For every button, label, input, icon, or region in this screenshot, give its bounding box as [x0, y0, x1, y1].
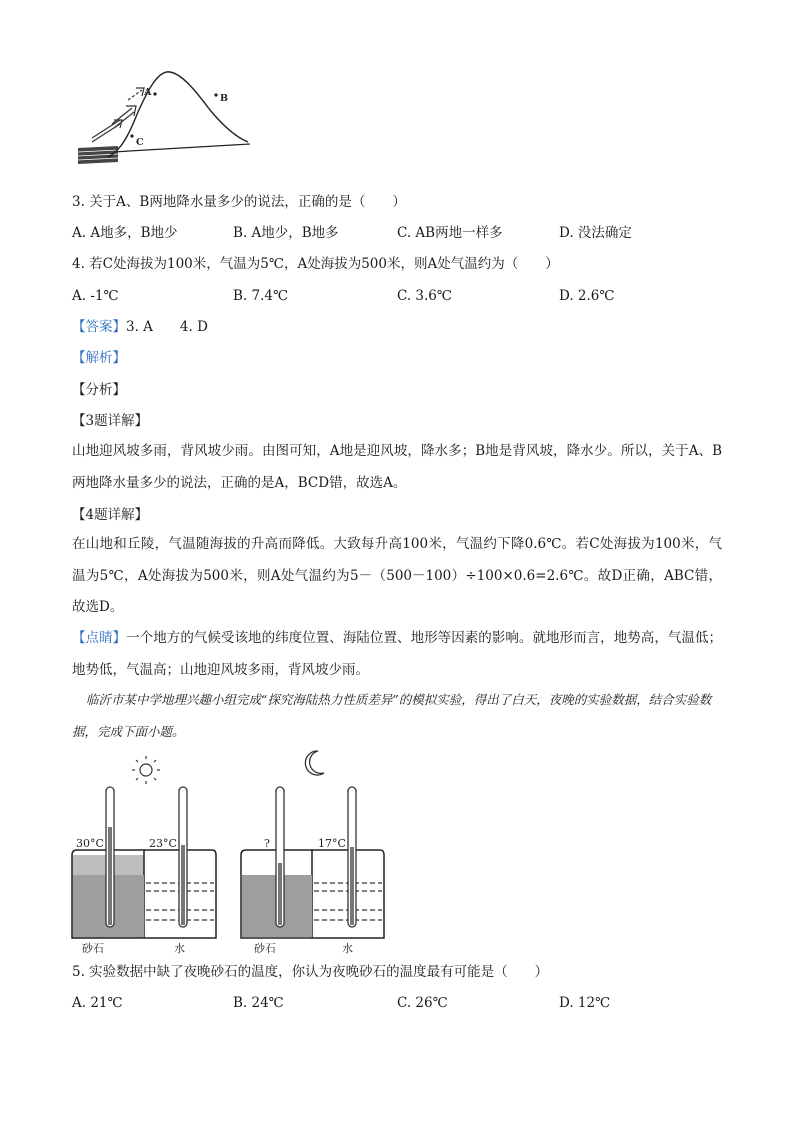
mountain-profile: [108, 72, 248, 157]
point-a-dot: [153, 92, 156, 95]
q3-option-d: D. 没法确定: [559, 225, 632, 241]
q5-option-d: D. 12℃: [559, 995, 611, 1011]
q4-option-a: A. -1℃: [72, 288, 119, 304]
day-sand-thermometer: [106, 787, 114, 927]
q3-option-a: A. A地多，B地少: [72, 225, 178, 241]
answer-tag: 【答案】: [72, 319, 126, 335]
point-c-label: C: [136, 137, 144, 148]
night-water-label: 水: [342, 942, 353, 955]
day-water-thermometer: [179, 787, 187, 927]
point-b-label: B: [220, 93, 229, 104]
point-a-label: A: [144, 87, 152, 98]
q3-option-b: B. A地少，B地多: [233, 225, 339, 241]
sun-icon: [132, 756, 160, 784]
dianjing-tag: 【点睛】: [72, 630, 127, 646]
night-tank: [241, 850, 384, 938]
day-water-temp: 23°C: [149, 837, 177, 850]
night-water-temp: 17°C: [318, 837, 346, 850]
q3-option-c: C. AB两地一样多: [397, 225, 503, 241]
point-c-dot: [130, 134, 133, 137]
moon-icon: [305, 751, 324, 775]
day-sand-label: 砂石: [82, 942, 104, 955]
q5-option-a: A. 21℃: [72, 995, 123, 1011]
q4-detail-tag: 【4题详解】: [72, 507, 149, 523]
day-water-label: 水: [174, 942, 185, 955]
analysis-tag: 【解析】: [72, 350, 126, 366]
q4-detail-text: 在山地和丘陵，气温随海拔的升高而降低。大致每升高100米，气温约下降0.6℃。若C处海拔为100米，气温为5℃，A处海拔为500米，则A处气温约为5－（500－100）÷100×0.6=2.6℃。故D正确，ABC错，故选D。: [72, 536, 722, 615]
point-b-dot: [214, 93, 217, 96]
mountain-windward-figure: [70, 62, 260, 174]
q4-option-d: D. 2.6℃: [559, 288, 615, 304]
q3-stem: 3. 关于A、B两地降水量多少的说法，正确的是（ ）: [72, 194, 406, 210]
night-sand-temp: ?: [264, 837, 270, 850]
dianjing-paragraph: [72, 623, 722, 686]
q5-option-c: C. 26℃: [397, 995, 448, 1011]
answer-line: [72, 317, 208, 337]
day-sand-temp: 30°C: [76, 837, 104, 850]
night-water-thermometer: [348, 787, 356, 927]
experiment-intro: 临沂市某中学地理兴趣小组完成“探究海陆热力性质差异”的模拟实验，得出了白天，夜晚的实验数据，结合实验数据，完成下面小题。: [72, 692, 712, 739]
dianjing-text: 一个地方的气候受该地的纬度位置、海陆位置、地形等因素的影响。就地形而言，地势高，气温低；地势低，气温高；山地迎风坡多雨，背风坡少雨。: [72, 630, 723, 678]
q4-stem: 4. 若C处海拔为100米，气温为5℃，A处海拔为500米，则A处气温约为（ ）: [72, 256, 559, 272]
day-tank: [72, 850, 216, 938]
answer-text: 3. A 4. D: [126, 319, 208, 335]
q5-stem: 5. 实验数据中缺了夜晚砂石的温度，你认为夜晚砂石的温度最有可能是（ ）: [72, 964, 549, 980]
q3-detail-text: 山地迎风坡多雨，背风坡少雨。由图可知，A地是迎风坡，降水多；B地是背风坡，降水少。所以，关于A、B两地降水量多少的说法，正确的是A，BCD错，故选A。: [72, 443, 722, 491]
experiment-figure: [66, 745, 396, 960]
night-sand-label: 砂石: [254, 942, 276, 955]
q5-option-b: B. 24℃: [233, 995, 284, 1011]
q4-option-b: B. 7.4℃: [233, 288, 289, 304]
night-sand-thermometer: [276, 787, 284, 927]
q3-detail-tag: 【3题详解】: [72, 413, 149, 429]
q4-option-c: C. 3.6℃: [397, 288, 453, 304]
fenxi-tag: 【分析】: [72, 382, 126, 398]
